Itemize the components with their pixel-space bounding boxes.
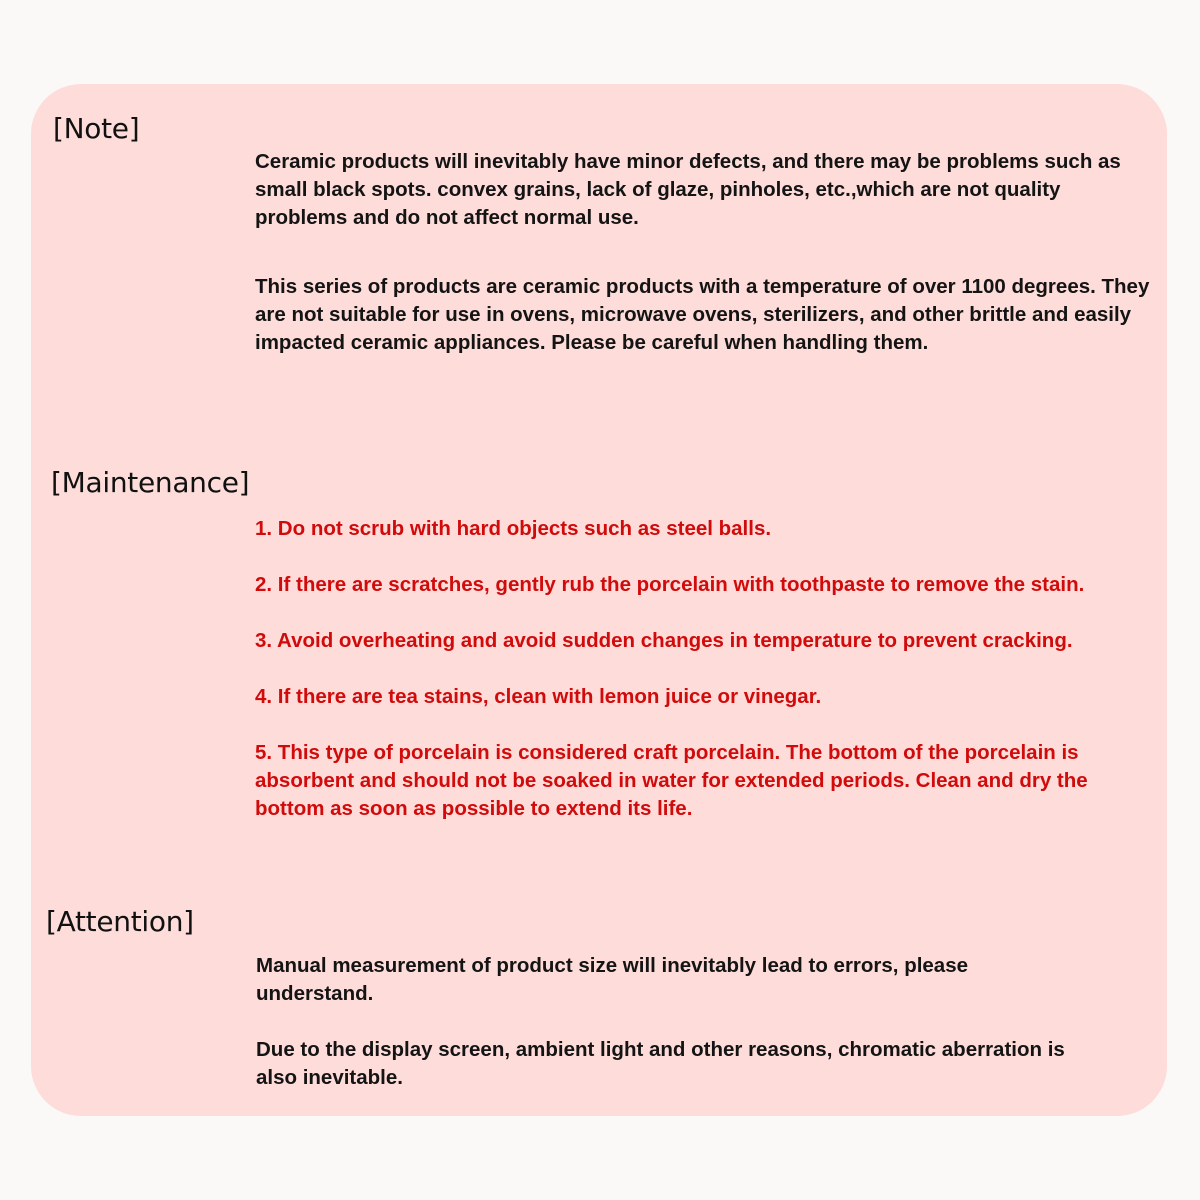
maintenance-item-4: 4. If there are tea stains, clean with lemon juice or vinegar. bbox=[255, 685, 822, 708]
maintenance-item-3: 3. Avoid overheating and avoid sudden changes in temperature to prevent cracking. bbox=[255, 629, 1073, 652]
attention-paragraph-chromatic: Due to the display screen, ambient light and other reasons, chromatic aberration is also inevitable. bbox=[256, 1038, 1065, 1089]
maintenance-heading: [Maintenance] bbox=[51, 466, 250, 499]
note-paragraph-defects: Ceramic products will inevitably have minor defects, and there may be problems such as small black spots. convex grains, lack of glaze, pinholes, etc.,which are not quality problems and do not affect normal use. bbox=[255, 150, 1121, 229]
note-heading: [Note] bbox=[53, 112, 140, 145]
maintenance-item-1: 1. Do not scrub with hard objects such as steel balls. bbox=[255, 517, 772, 540]
maintenance-item-2: 2. If there are scratches, gently rub the porcelain with toothpaste to remove the stain. bbox=[255, 573, 1085, 596]
note-paragraph-temperature: This series of products are ceramic products with a temperature of over 1100 degrees. They are not suitable for use in ovens, microwave ovens, sterilizers, and other brittle and easily impacted ceramic appliances. Please be careful when handling them. bbox=[255, 275, 1150, 354]
attention-paragraph-measurement: Manual measurement of product size will inevitably lead to errors, please understand. bbox=[256, 954, 969, 1005]
maintenance-item-5: 5. This type of porcelain is considered craft porcelain. The bottom of the porcelain is absorbent and should not be soaked in water for extended periods. Clean and dry the bottom as soon as possible to extend its life. bbox=[255, 741, 1088, 820]
attention-heading: [Attention] bbox=[46, 905, 194, 938]
